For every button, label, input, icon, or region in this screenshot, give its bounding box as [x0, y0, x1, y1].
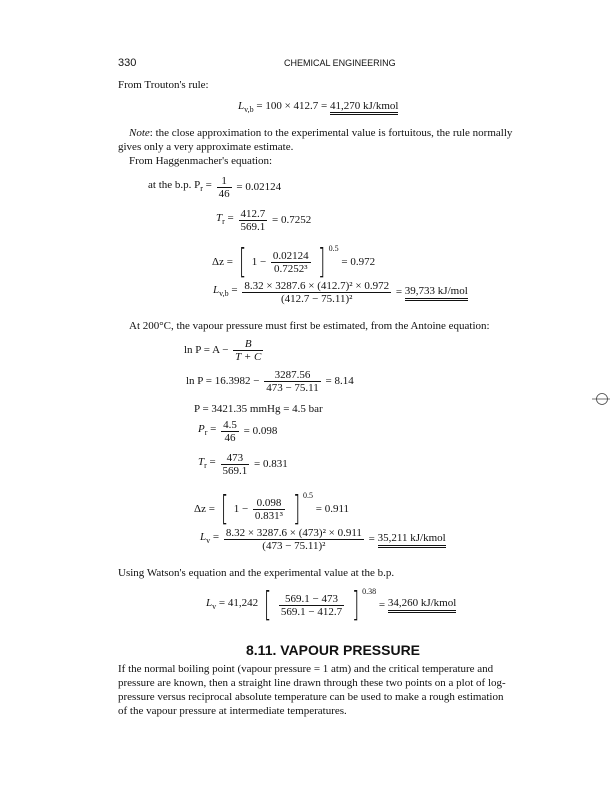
ant-eq2-result: = 8.14: [325, 375, 354, 387]
ant-pr-lhs: $P_r$ =: [198, 423, 217, 438]
ant-dz-fraction: $\frac{0.098}{\text{0.831³}}$: [254, 496, 283, 522]
ant-tr-lhs: $T_r$ =: [198, 456, 216, 471]
trouton-expr: = 100 × 412.7 =: [256, 100, 328, 112]
hag-tr-lhs: $T_r$ =: [216, 212, 234, 227]
hag-lv-equation: [213, 280, 468, 305]
ant-eq1: [184, 338, 265, 363]
antoine-intro: At 200°C, the vapour pressure must first be estimated, from the Antoine equation:: [129, 320, 490, 332]
ant-eq2: [186, 369, 354, 394]
trouton-intro: From Trouton's rule:: [118, 79, 209, 91]
hag-pr-equation: [148, 175, 281, 200]
right-bracket: ]: [318, 242, 326, 283]
ant-eq1-fraction: $\frac{B}{T + C}$: [235, 338, 262, 363]
trouton-result: 41,270 kJ/kmol: [330, 100, 398, 115]
ant-lv-fraction: $\frac{\text{8.32 × 3287.6 × (473)² × 0.911}}{\text{(473 − 75.11)²}}$: [225, 527, 362, 552]
hag-lv-lhs: $L_{v,b}$ =: [213, 284, 238, 299]
ant-pr-result: = 0.098: [243, 425, 278, 437]
ant-tr-equation: [198, 452, 288, 477]
watson-equation: [206, 585, 457, 626]
ant-dz-one: 1 −: [233, 502, 249, 515]
ant-lv-eq: =: [368, 533, 375, 545]
ant-dz-result: = 0.911: [315, 502, 350, 515]
left-bracket: [: [238, 242, 246, 283]
hag-pr-fraction: $\frac{1}{46}$: [218, 175, 230, 200]
trouton-equation: [238, 100, 398, 116]
page-number: 330: [118, 57, 137, 69]
hag-dz-fraction: $\frac{0.02124}{\text{0.7252³}}$: [272, 249, 309, 275]
ant-tr-fraction: $\frac{473}{569.1}$: [222, 452, 248, 477]
hag-tr-equation: [216, 208, 311, 233]
right-bracket: ]: [292, 489, 300, 530]
left-bracket: [: [263, 585, 272, 626]
watson-exponent: 0.38: [362, 587, 377, 596]
hag-lv-fraction: $\frac{\text{8.32 × 3287.6 × (412.7)² × 0.972}}{\text{(412.7 − 75.11)²}}$: [244, 280, 390, 305]
hag-pr-prefix: at the b.p. $P_r$ =: [148, 179, 212, 194]
hag-tr-result: = 0.7252: [272, 214, 312, 226]
note-line-1: [129, 127, 512, 140]
section-para-line-1: If the normal boiling point (vapour pressure = 1 atm) and the critical temperature and: [118, 663, 494, 675]
watson-eq: =: [378, 598, 386, 611]
left-bracket: [: [220, 489, 228, 530]
haggenmacher-intro: From Haggenmacher's equation:: [129, 155, 273, 167]
section-heading: 8.11. VAPOUR PRESSURE: [246, 642, 421, 658]
ant-dz-equation: [194, 489, 350, 530]
ant-dz-exponent: 0.5: [302, 491, 313, 500]
right-bracket: ]: [351, 585, 360, 626]
ant-pr-fraction: $\frac{4.5}{46}$: [223, 419, 237, 444]
note-text-2: gives only a very approximate estimate.: [118, 141, 294, 153]
section-para-line-4: of the vapour pressure at intermediate temperatures.: [118, 705, 347, 717]
trouton-lhs: L: [238, 100, 245, 112]
hag-dz-one: 1 −: [251, 255, 267, 268]
section-para-line-2: pressure are known, then a straight line drawn through these two points on a plot of log-: [118, 677, 506, 689]
hag-dz-equation: [212, 242, 376, 283]
watson-intro: Using Watson's equation and the experimental value at the b.p.: [118, 567, 395, 579]
registration-mark-icon: [592, 390, 610, 408]
ant-lv-result: 35,211 kJ/kmol: [378, 532, 446, 548]
ant-lv-lhs: $L_v$ =: [200, 531, 220, 546]
hag-dz-exponent: 0.5: [328, 244, 339, 253]
trouton-lhs-sub: v,b: [244, 105, 254, 115]
note-label: Note: [129, 127, 150, 139]
hag-lv-result: 39,733 kJ/mol: [405, 285, 468, 301]
hag-lv-eq: =: [395, 286, 403, 298]
ant-eq2-fraction: $\frac{3287.56}{473 - 75.11}$: [266, 369, 319, 394]
ant-eq2-lhs: ln P = 16.3982 −: [186, 375, 260, 387]
running-title: CHEMICAL ENGINEERING: [284, 58, 396, 68]
watson-fraction: $\frac{569.1 - 473}{569.1 - 412.7}$: [280, 592, 343, 618]
watson-lhs: $L_v = 41,242$: [206, 597, 259, 612]
ant-dz-lhs: Δz =: [194, 502, 215, 515]
hag-tr-fraction: $\frac{412.7}{569.1}$: [240, 208, 266, 233]
ant-p-line: P = 3421.35 mmHg = 4.5 bar: [194, 403, 323, 415]
hag-pr-result: = 0.02124: [236, 181, 282, 193]
hag-dz-result: = 0.972: [341, 255, 376, 268]
note-text-1: : the close approximation to the experimental value is fortuitous, the rule normally: [149, 127, 513, 139]
watson-result: 34,260 kJ/kmol: [388, 597, 456, 613]
ant-tr-result: = 0.831: [254, 458, 288, 470]
ant-lv-equation: [200, 527, 446, 552]
ant-pr-equation: [198, 419, 277, 444]
section-para-line-3: pressure versus reciprocal absolute temperature can be used to make a rough estimation: [118, 691, 504, 703]
ant-eq1-lhs: ln P = A −: [184, 344, 229, 356]
hag-dz-lhs: Δz =: [212, 255, 233, 268]
